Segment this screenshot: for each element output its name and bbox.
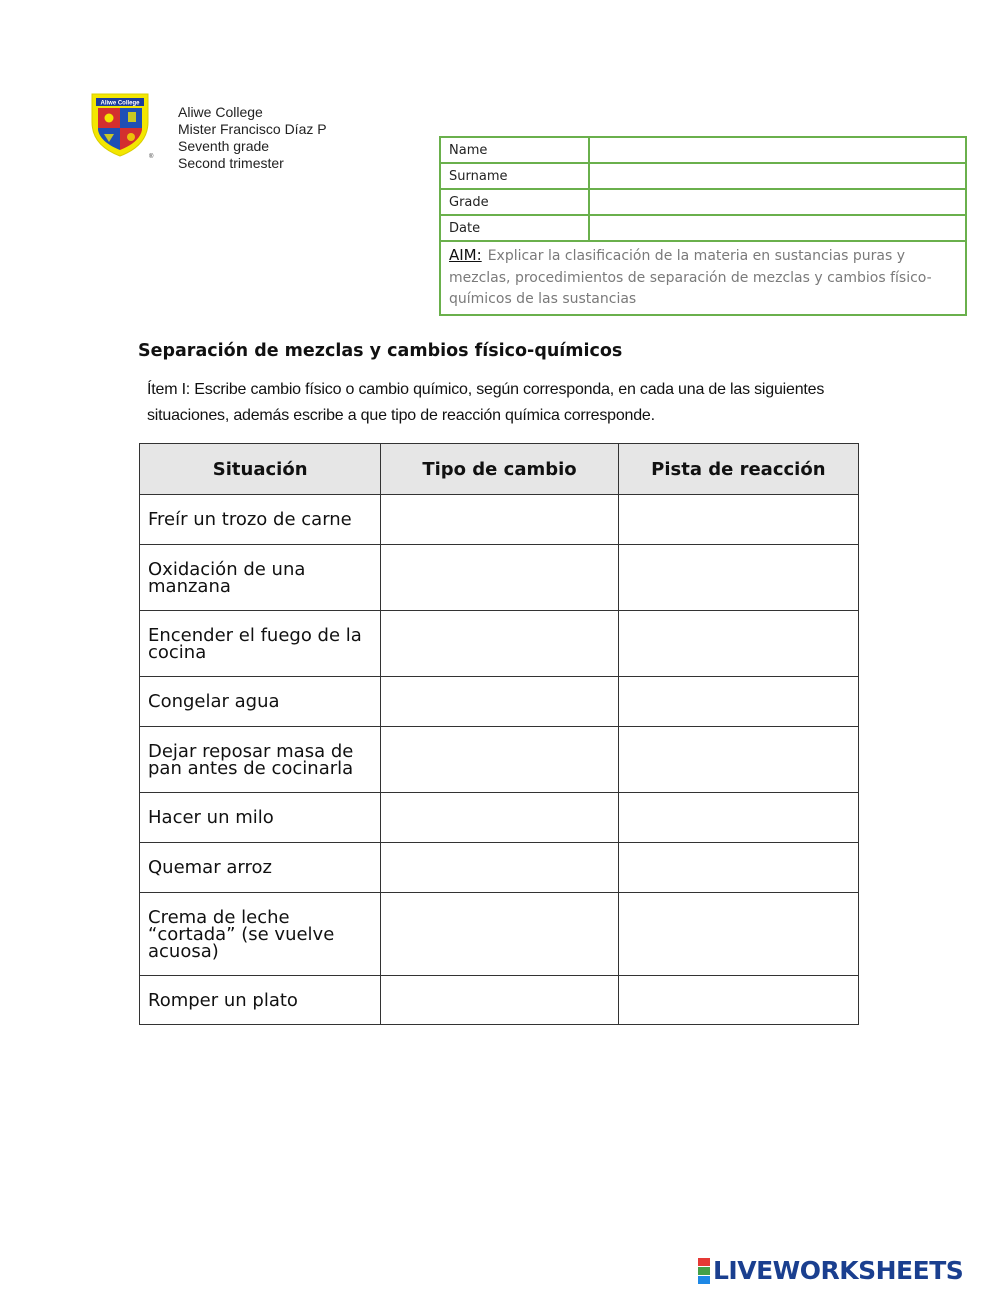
situation-cell: Congelar agua: [140, 677, 381, 727]
info-label: Name: [440, 137, 589, 163]
aim-label: AIM:: [449, 246, 482, 264]
situation-cell: Encender el fuego de la cocina: [140, 611, 381, 677]
info-row-surname: [440, 163, 966, 189]
aim-cell: [440, 241, 966, 315]
table-row: [140, 677, 859, 727]
info-row-date: [440, 215, 966, 241]
name-input-cell[interactable]: [589, 137, 966, 163]
change-type-input[interactable]: [381, 893, 618, 976]
grade-level: Seventh grade: [178, 138, 270, 154]
situation-cell: Romper un plato: [140, 976, 381, 1025]
info-row-name: [440, 137, 966, 163]
reaction-hint-input[interactable]: [618, 727, 858, 793]
student-info-table: [439, 136, 967, 316]
brand-name: LIVEWORKSHEETS: [713, 1256, 964, 1285]
reaction-hint-input[interactable]: [618, 611, 858, 677]
aim-text: Explicar la clasificación de la materia en sustancias puras y mezclas, procedimientos de separación de mezclas y cambios físico-químicos de las sustancias: [449, 248, 932, 307]
situation-cell: Oxidación de una manzana: [140, 545, 381, 611]
liveworksheets-brand: [698, 1256, 963, 1285]
info-row-grade: [440, 189, 966, 215]
date-input-cell[interactable]: [589, 215, 966, 241]
table-row: [140, 611, 859, 677]
teacher-name: Mister Francisco Díaz P: [178, 121, 327, 137]
situation-cell: Quemar arroz: [140, 843, 381, 893]
info-row-aim: [440, 241, 966, 315]
instructions: Ítem I: Escribe cambio físico o cambio químico, según corresponda, en cada una de las siguientes situaciones, además escribe a que tipo de reacción química corresponde.: [147, 381, 825, 424]
change-type-input[interactable]: [381, 976, 618, 1025]
brand-squares-icon: [698, 1258, 710, 1284]
situation-cell: Freír un trozo de carne: [140, 495, 381, 545]
reaction-hint-input[interactable]: [618, 495, 858, 545]
change-type-input[interactable]: [381, 843, 618, 893]
school-info: [178, 104, 327, 172]
surname-input-cell[interactable]: [589, 163, 966, 189]
svg-text:®: ®: [149, 154, 154, 160]
table-row: [140, 976, 859, 1025]
change-type-input[interactable]: [381, 495, 618, 545]
header-pista-de-reaccion: Pista de reacción: [618, 444, 858, 495]
change-type-input[interactable]: [381, 677, 618, 727]
change-type-input[interactable]: [381, 727, 618, 793]
info-label: Grade: [440, 189, 589, 215]
grade-input-cell[interactable]: [589, 189, 966, 215]
reaction-hint-input[interactable]: [618, 976, 858, 1025]
change-type-input[interactable]: [381, 793, 618, 843]
logo-text: Aliwe College: [100, 100, 140, 107]
table-row: [140, 727, 859, 793]
reaction-hint-input[interactable]: [618, 843, 858, 893]
reaction-hint-input[interactable]: [618, 793, 858, 843]
school-crest-logo: [90, 92, 154, 160]
change-type-input[interactable]: [381, 545, 618, 611]
school-name: Aliwe College: [178, 104, 263, 120]
table-row: [140, 545, 859, 611]
reaction-hint-input[interactable]: [618, 893, 858, 976]
page-title: Separación de mezclas y cambios físico-químicos: [138, 341, 623, 361]
header-situacion: Situación: [140, 444, 381, 495]
situation-cell: Hacer un milo: [140, 793, 381, 843]
info-label: Date: [440, 215, 589, 241]
table-header-row: [140, 444, 859, 495]
reaction-hint-input[interactable]: [618, 545, 858, 611]
table-row: [140, 793, 859, 843]
table-row: [140, 843, 859, 893]
worksheet-table: [139, 443, 859, 1025]
situation-cell: Dejar reposar masa de pan antes de cocinarla: [140, 727, 381, 793]
situation-cell: Crema de leche “cortada” (se vuelve acuosa): [140, 893, 381, 976]
table-row: [140, 893, 859, 976]
info-label: Surname: [440, 163, 589, 189]
table-row: [140, 495, 859, 545]
trimester: Second trimester: [178, 155, 284, 171]
reaction-hint-input[interactable]: [618, 677, 858, 727]
header-tipo-de-cambio: Tipo de cambio: [381, 444, 618, 495]
change-type-input[interactable]: [381, 611, 618, 677]
